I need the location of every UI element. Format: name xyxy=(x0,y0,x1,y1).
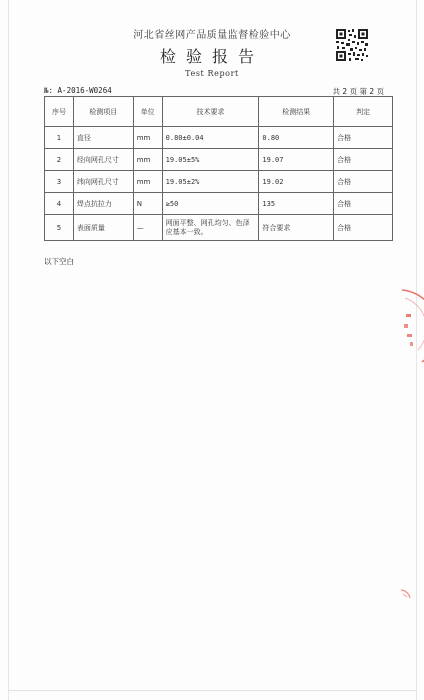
table-row xyxy=(45,193,393,215)
cell-no: 1 xyxy=(45,127,74,149)
table-row xyxy=(45,127,393,149)
cell-no: 5 xyxy=(45,215,74,241)
seal-edge-mark xyxy=(398,588,412,602)
table-header-row xyxy=(45,97,393,127)
page-count: 共 2 页 第 2 页 xyxy=(332,87,384,96)
header-result: 检测结果 xyxy=(259,97,334,127)
organization-name: 河北省丝网产品质量监督检验中心 xyxy=(133,30,291,41)
cell-no: 4 xyxy=(45,193,74,215)
cell-result: 符合要求 xyxy=(259,215,334,241)
report-number: №: A-2016-W0264 xyxy=(44,86,112,95)
official-seal-fragment xyxy=(396,280,424,370)
cell-requirement: 19.05±5% xyxy=(162,149,259,171)
cell-unit: mm xyxy=(133,149,162,171)
qr-code-icon xyxy=(335,28,369,62)
cell-requirement: 0.80±0.04 xyxy=(162,127,259,149)
cell-verdict: 合格 xyxy=(334,149,393,171)
cell-unit: — xyxy=(133,215,162,241)
cell-item: 经向网孔尺寸 xyxy=(73,149,133,171)
header-verdict: 判定 xyxy=(334,97,393,127)
cell-result: 0.80 xyxy=(259,127,334,149)
cell-result: 135 xyxy=(259,193,334,215)
table-row xyxy=(45,171,393,193)
table-row xyxy=(45,149,393,171)
cell-item: 直径 xyxy=(73,127,133,149)
cell-verdict: 合格 xyxy=(334,215,393,241)
page-left-edge xyxy=(8,0,9,700)
table-row xyxy=(45,215,393,241)
header-requirement: 技术要求 xyxy=(162,97,259,127)
cell-verdict: 合格 xyxy=(334,127,393,149)
cell-item: 表面质量 xyxy=(73,215,133,241)
cell-unit: mm xyxy=(133,127,162,149)
test-results-table xyxy=(44,96,393,241)
cell-verdict: 合格 xyxy=(334,193,393,215)
cell-no: 2 xyxy=(45,149,74,171)
cell-requirement: 网面平整、网孔均匀、色泽应基本一致。 xyxy=(162,215,259,241)
cell-item: 纬向网孔尺寸 xyxy=(73,171,133,193)
blank-below-note: 以下空白 xyxy=(44,257,74,266)
cell-unit: mm xyxy=(133,171,162,193)
report-title-cn: 检验报告 xyxy=(159,47,264,66)
cell-unit: N xyxy=(133,193,162,215)
cell-requirement: 19.05±2% xyxy=(162,171,259,193)
page-bottom-edge xyxy=(8,690,416,691)
cell-no: 3 xyxy=(45,171,74,193)
cell-result: 19.07 xyxy=(259,149,334,171)
cell-verdict: 合格 xyxy=(334,171,393,193)
header-item: 检测项目 xyxy=(73,97,133,127)
cell-item: 焊点抗拉力 xyxy=(73,193,133,215)
cell-result: 19.02 xyxy=(259,171,334,193)
cell-requirement: ≥50 xyxy=(162,193,259,215)
header-unit: 单位 xyxy=(133,97,162,127)
report-title-en: Test Report xyxy=(185,69,239,78)
header-no: 序号 xyxy=(45,97,74,127)
